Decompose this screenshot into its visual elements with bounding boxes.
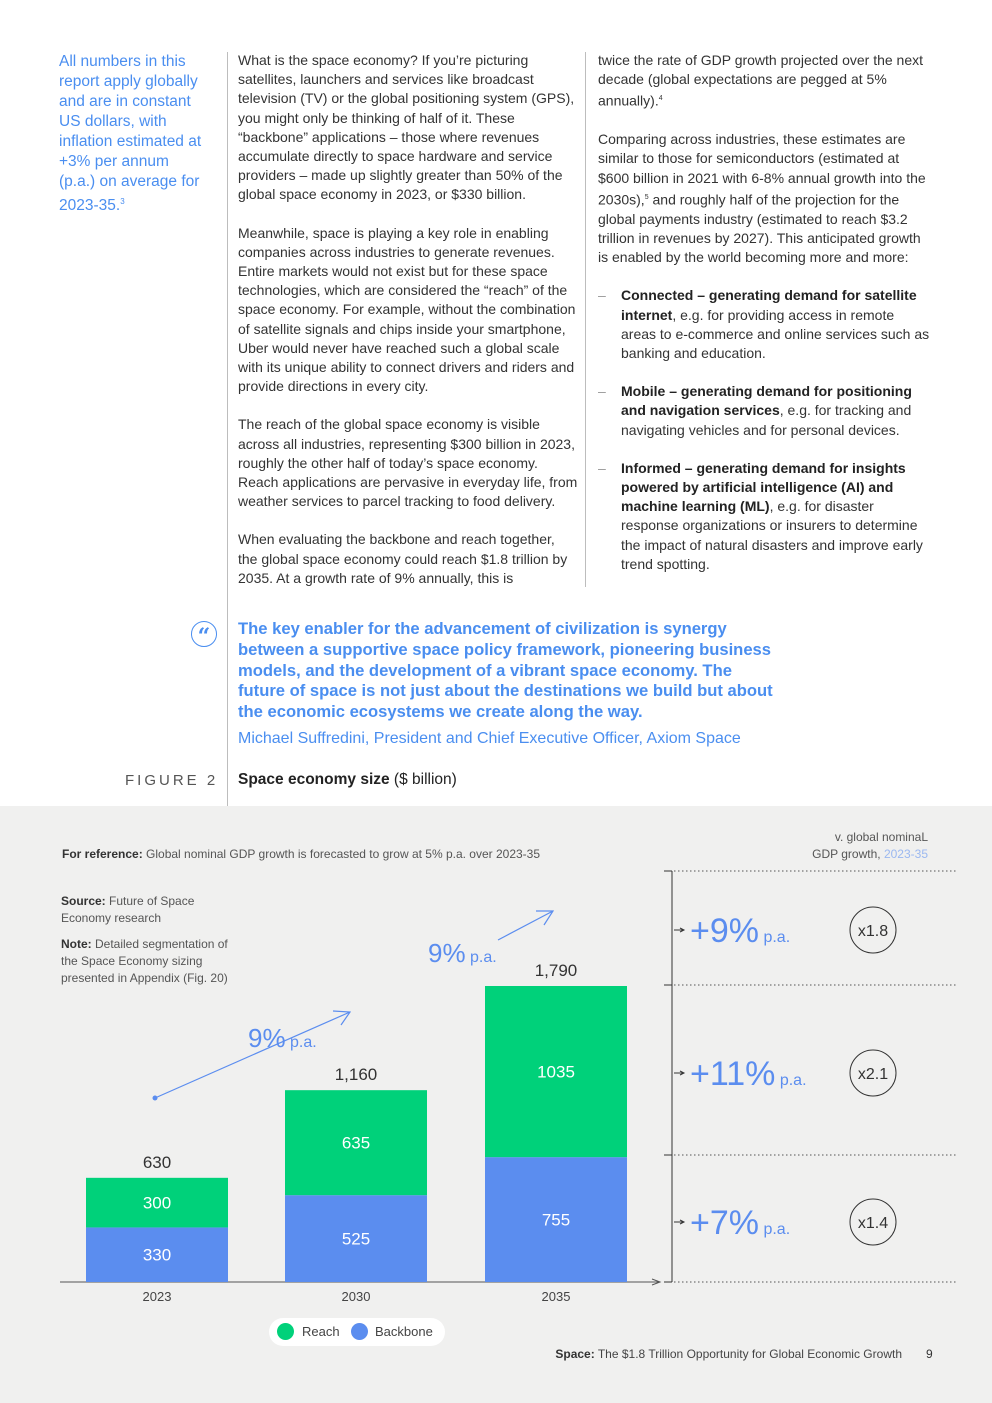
paragraph: Comparing across industries, these estimates are similar to those for semiconductors (estimated at $600 billion in 2021 with 6-8% annual growth into the 2030s),$^5$ and roughly half of the projection for the global payments industry (estimated to reach $3.2 trillion in revenues by 2027). This anticipated growth is enabled by the world becoming more and more: xyxy=(598,131,926,266)
sidenote-text: All numbers in this report apply globally and are in constant US dollars, with inflation estimated at +3% per annum (p.a.) on average for 2023-35. xyxy=(59,53,202,215)
data-label-reach: 1035 xyxy=(537,1062,575,1082)
pull-quote: The key enabler for the advancement of civilization is synergy between a supportive space policy framework, pioneering business models, and the development of a vibrant space economy. The future of space is not just about the destinations we build but about the economic ecosystems we create along the way. xyxy=(238,619,773,722)
list-item: – Mobile – generating demand for positioning and navigation services, e.g. for tracking and navigating vehicles and for personal devices. xyxy=(598,383,912,438)
data-label-total: 630 xyxy=(142,1152,172,1172)
multiple-label: x1.8 xyxy=(857,923,889,940)
paragraph: twice the rate of GDP growth projected over the next decade (global expectations are pegged at 5% annually).$^4$ xyxy=(598,52,924,110)
growth-arrow-line xyxy=(498,911,553,940)
segment-growth-rate: +9% p.a. xyxy=(690,912,791,950)
sidenote-ref: 3 xyxy=(120,197,125,206)
legend-swatch-reach xyxy=(277,1323,294,1340)
page-footer: Space: The $1.8 Trillion Opportunity for Global Economic Growth xyxy=(555,1347,902,1361)
paragraph: Meanwhile, space is playing a key role in enabling companies across industries to generate revenues. Entire markets would not exist but for these space technologies, which are considered the “reach” of the space economy. For example, without the combination of satellite signals and chips inside your smartphone, Uber would never have reached such a global scale with its unique ability to connect drivers and riders and provide directions in every city. xyxy=(238,224,576,395)
x-tick-label: 2030 xyxy=(341,1289,371,1304)
quote-icon: “ xyxy=(191,621,217,647)
data-label-total: 1,160 xyxy=(334,1065,378,1085)
data-label-backbone: 525 xyxy=(341,1229,371,1249)
chart-legend xyxy=(269,1318,445,1346)
data-label-reach: 300 xyxy=(142,1193,172,1213)
paragraph: When evaluating the backbone and reach together, the global space economy could reach $1.8 trillion by 2035. At a growth rate of 9% annually, this is xyxy=(238,531,568,586)
legend-label-backbone: Backbone xyxy=(375,1324,433,1339)
reference-note: For reference: Global nominal GDP growth is forecasted to grow at 5% p.a. over 2023-35 xyxy=(62,847,541,861)
paragraph: What is the space economy? If you’re picturing satellites, launchers and services like broadcast television (TV) or the global positioning system (GPS), you might only be thinking of half of it. These “backbone” applications – those where revenues accumulate directly to space hardware and service providers – made up slightly greater than 50% of the global space economy in 2023, or $330 billion. xyxy=(238,52,575,203)
multiple-label: x2.1 xyxy=(857,1066,889,1083)
page-number: 9 xyxy=(926,1347,933,1361)
comparison-header: v. global nominaL GDP growth, 2023-35 xyxy=(812,830,928,861)
stacked-bar-chart xyxy=(0,806,992,1316)
divider-middle xyxy=(585,52,586,587)
sidenote xyxy=(59,52,209,216)
growth-rate-label: 9% p.a. xyxy=(248,1023,317,1053)
segment-growth-rate: +7% p.a. xyxy=(690,1204,791,1242)
data-label-backbone: 330 xyxy=(142,1245,172,1265)
bullet-list xyxy=(598,286,933,574)
divider-left xyxy=(227,52,228,812)
body-column-2 xyxy=(598,51,933,593)
source-note: Source: Future of Space Economy research xyxy=(61,894,195,925)
figure-label: FIGURE 2 xyxy=(125,772,219,789)
paragraph: The reach of the global space economy is visible across all industries, representing $300 billion in 2023, roughly the other half of today’s space economy. Reach applications are pervasive in everyday life, from weather services to parcel tracking to food delivery. xyxy=(238,416,578,510)
list-item: – Connected – generating demand for satellite internet, e.g. for providing access in remote areas to e-commerce and online services such as banking and education. xyxy=(598,287,930,361)
growth-rate-label: 9% p.a. xyxy=(428,938,497,968)
data-label-total: 1,790 xyxy=(534,961,578,980)
quote-attribution: Michael Suffredini, President and Chief Executive Officer, Axiom Space xyxy=(238,730,741,747)
segment-growth-rate: +11% p.a. xyxy=(690,1055,807,1093)
segmentation-note: Note: Detailed segmentation of the Space Economy sizing presented in Appendix (Fig. 20) xyxy=(61,937,228,985)
legend-swatch-backbone xyxy=(351,1323,368,1340)
multiple-label: x1.4 xyxy=(857,1215,889,1232)
figure-title: Space economy size ($ billion) xyxy=(238,771,457,788)
data-label-reach: 635 xyxy=(341,1133,371,1153)
legend-label-reach: Reach xyxy=(302,1324,340,1339)
data-label-backbone: 755 xyxy=(541,1210,571,1230)
x-tick-label: 2023 xyxy=(142,1289,172,1304)
body-column-1 xyxy=(238,51,578,607)
x-tick-label: 2035 xyxy=(541,1289,571,1304)
list-item: – Informed – generating demand for insights powered by artificial intelligence (AI) and machine learning (ML), e.g. for disaster response organizations or insurers to determine the impact of natural disasters and improve early trend spotting. xyxy=(598,459,923,572)
